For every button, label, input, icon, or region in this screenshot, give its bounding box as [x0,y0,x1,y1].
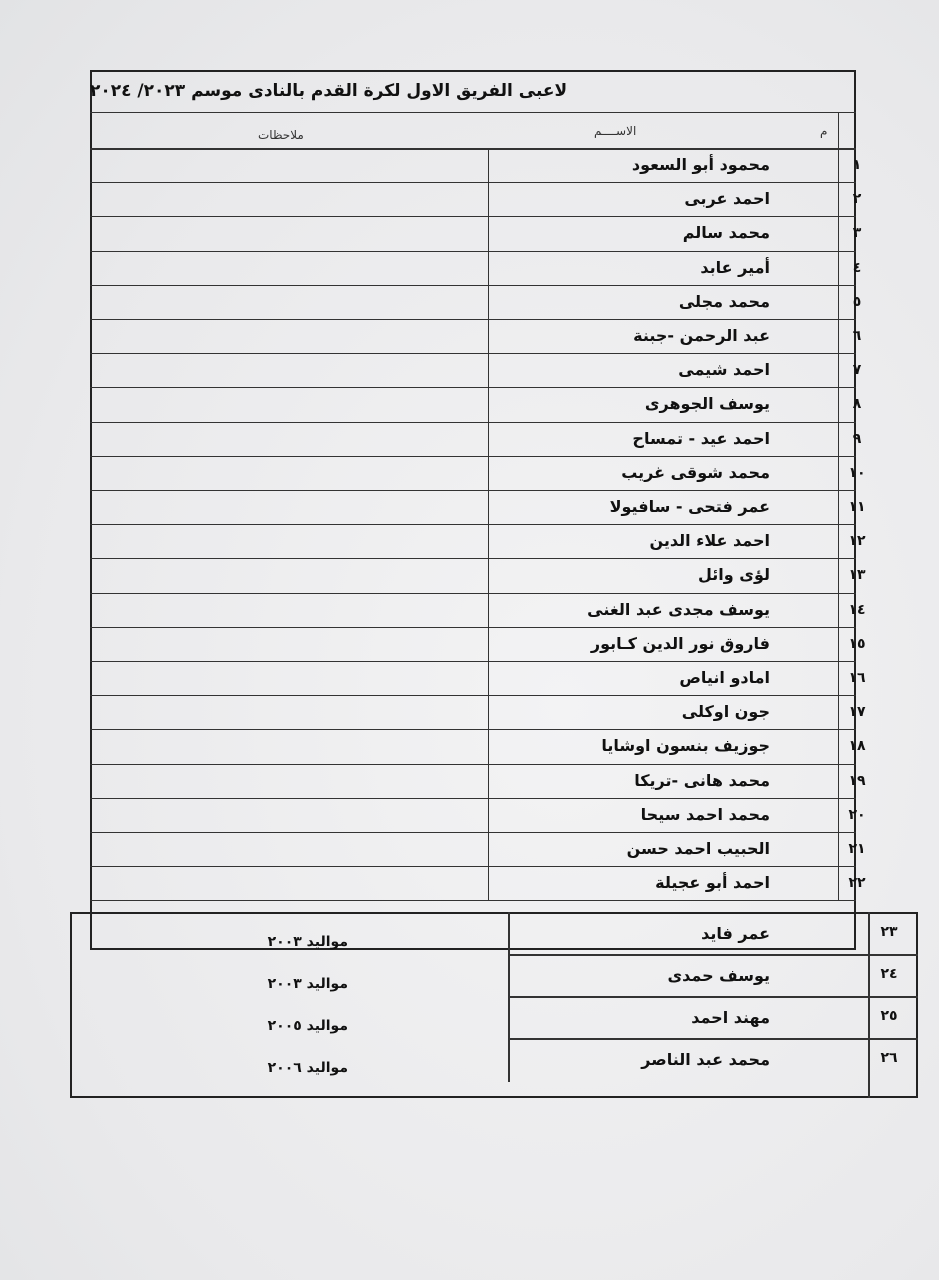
row-divider [90,661,856,662]
row-number: ١١ [848,499,866,515]
youth-row-divider [508,996,918,998]
row-divider [90,456,856,457]
row-divider [90,182,856,183]
row-number: ٨ [852,396,862,413]
player-name: احمد شيمى [678,360,770,380]
row-number: ٢١ [848,841,866,857]
youth-number-divider [868,912,870,1098]
row-divider [90,832,856,833]
youth-row-number: ٢٤ [880,966,898,982]
row-number: ١٧ [848,704,866,721]
row-divider [90,319,856,320]
header-divider [90,148,856,150]
row-divider [90,593,856,594]
player-name: محمد هانى -تريكا [634,770,770,790]
youth-row-divider [508,1038,918,1040]
youth-player-name: عمر فايد [701,924,770,943]
row-number: ١٠ [848,464,866,481]
row-divider [90,285,856,286]
row-divider [90,866,856,867]
row-number: ٦ [852,328,862,344]
player-name: محمد مجلى [678,291,770,311]
row-number: ١٤ [848,601,866,618]
row-number: ١٩ [848,772,866,789]
player-name: يوسف الجوهرى [644,394,770,414]
player-name: جون اوكلى [681,702,770,722]
player-name: محمد احمد سيحا [640,804,770,824]
row-divider [90,900,856,901]
player-name: محمد سالم [682,223,770,243]
row-number: ١٨ [848,738,866,755]
row-divider [90,387,856,388]
row-divider [90,524,856,525]
row-number: ٤ [852,259,862,276]
row-number: ٥ [852,293,862,310]
title-divider [90,112,856,113]
youth-birth-note: مواليد ٢٠٠٥ [267,1018,348,1034]
player-name: فاروق نور الدين كـابور [590,633,770,653]
youth-player-name: مهند احمد [691,1008,770,1027]
youth-row-number: ٢٦ [880,1050,898,1066]
header-notes: ملاحظات [258,128,304,142]
row-number: ٧ [852,362,862,379]
player-name: امادو انياص [679,668,770,687]
player-name: جوزيف بنسون اوشايا [601,736,770,756]
youth-players-box [70,912,918,1098]
row-number: ٩ [852,430,862,447]
header-number: م [820,124,828,138]
row-number: ١ [852,157,862,173]
youth-birth-note: مواليد ٢٠٠٦ [267,1060,348,1076]
row-number: ٢ [852,191,862,208]
row-divider [90,695,856,696]
number-column-divider [838,112,839,900]
row-number: ٢٠ [848,806,866,823]
row-divider [90,627,856,628]
player-name: احمد علاء الدين [649,531,770,551]
player-name: عمر فتحى - سافيولا [609,497,770,516]
row-divider [90,353,856,354]
player-name: أمير عابد [700,257,770,277]
player-name: لؤى وائل [698,565,770,585]
youth-birth-note: مواليد ٢٠٠٣ [267,976,348,992]
row-divider [90,764,856,765]
row-number: ١٥ [848,635,866,652]
player-name: احمد عيد - تمساح [632,428,770,448]
row-number: ١٦ [848,670,866,686]
player-name: عبد الرحمن -جبنة [633,326,770,345]
player-name: احمد أبو عجيلة [655,873,770,893]
row-number: ٢٢ [848,875,866,892]
row-number: ١٣ [848,567,866,584]
table-title: لاعبى الفريق الاول لكرة القدم بالنادى موسم ٢٠٢٣/ ٢٠٢٤ [90,81,568,101]
player-name: يوسف مجدى عبد الغنى [587,599,770,619]
youth-birth-note: مواليد ٢٠٠٣ [267,934,348,950]
youth-row-number: ٢٥ [880,1008,898,1024]
row-divider [90,558,856,559]
row-divider [90,729,856,730]
player-name: الحبيب احمد حسن [626,839,770,858]
row-number: ١٢ [848,533,866,550]
header-name: الاســــم [594,124,637,138]
row-divider [90,798,856,799]
row-divider [90,251,856,252]
player-name: محمود أبو السعود [631,155,770,174]
row-divider [90,216,856,217]
row-divider [90,422,856,423]
row-number: ٣ [852,225,862,242]
row-divider [90,490,856,491]
youth-row-number: ٢٣ [880,924,898,940]
youth-player-name: يوسف حمدى [667,966,770,985]
youth-player-name: محمد عبد الناصر [641,1050,770,1069]
player-name: احمد عربى [684,189,770,209]
youth-row-divider [508,954,918,956]
player-name: محمد شوقى غريب [621,462,770,482]
